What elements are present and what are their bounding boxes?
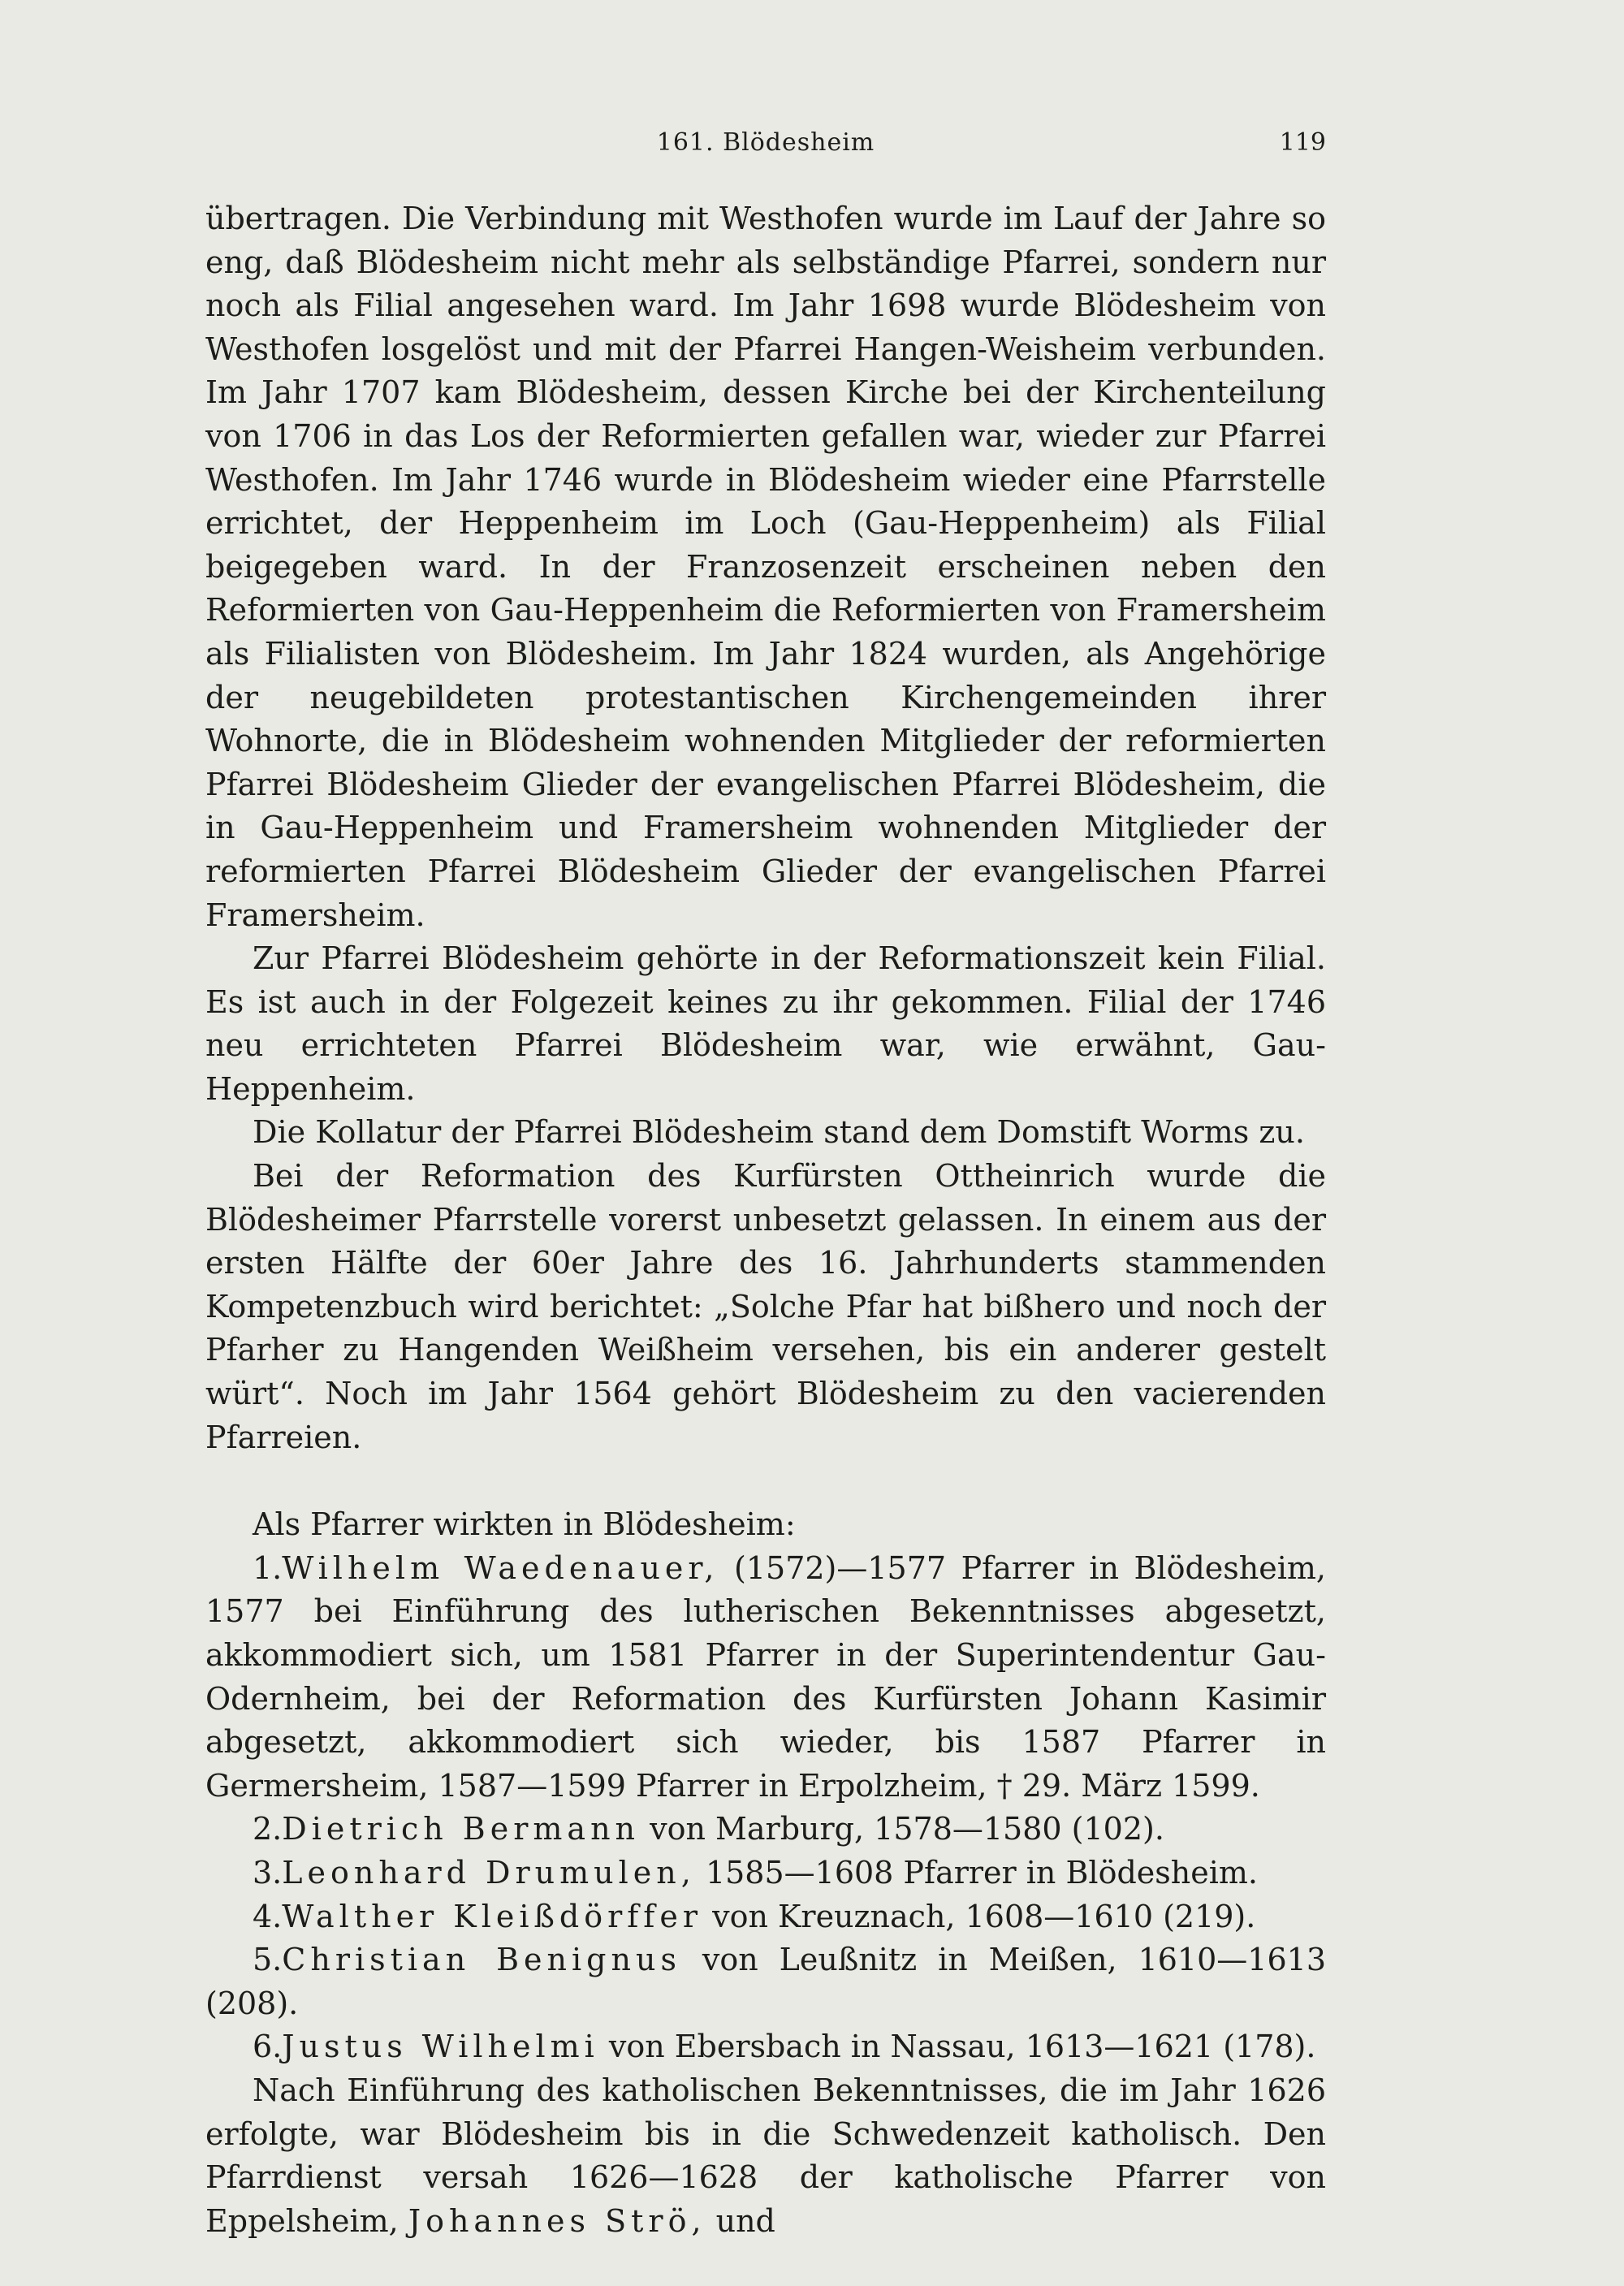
closing-name: Johannes Strö,	[408, 2202, 706, 2239]
pastor-entry	[205, 1547, 1326, 1808]
closing-text-end: und	[706, 2202, 775, 2239]
pastor-name: Wilhelm Waedenauer,	[282, 1549, 719, 1586]
paragraph-catholic	[205, 2069, 1326, 2243]
closing-text: Nach Einführung des katholischen Bekenntnisses, die im Jahr 1626 erfolgte, war Blödesheim bis in die Schwedenzeit katholisch. Den Pfarrdienst versah 1626—1628 der katholische Pfarrer von Eppelsheim,	[205, 2072, 1326, 2239]
pastor-number: 2.	[253, 1811, 283, 1847]
pastor-details: von Marburg, 1578—1580 (102).	[640, 1811, 1164, 1847]
page-header	[205, 128, 1326, 169]
running-title: 161. Blödesheim	[656, 128, 875, 157]
paragraph-reformation: Bei der Reformation des Kurfürsten Ottheinrich wurde die Blödesheimer Pfarrstelle vorerst unbesetzt gelassen. In einem aus der ersten Hälfte der 60er Jahre des 16. Jahrhunderts stammenden Kompetenzbuch wird berichtet: „Solche Pfar hat bißhero und noch der Pfarher zu Hangenden Weißheim versehen, bis ein anderer gestelt würt“. Noch im Jahr 1564 gehört Blödesheim zu den vacierenden Pfarreien.	[205, 1158, 1326, 1455]
pastors-heading: Als Pfarrer wirkten in Blödesheim:	[253, 1506, 796, 1543]
pastor-details: (1572)—1577 Pfarrer in Blödesheim, 1577 bei Einführung des lutherischen Bekenntnisses abgesetzt, akkommodiert sich, um 1581 Pfarrer in der Superintendentur Gau-Odernheim, bei der Reformation des Kurfürsten Johann Kasimir abgesetzt, akkommodiert sich wieder, bis 1587 Pfarrer in Germersheim, 1587—1599 Pfarrer in Erpolzheim, † 29. März 1599.	[205, 1549, 1327, 1804]
pastor-name: Justus Wilhelmi	[282, 2029, 599, 2065]
pastor-number: 6.	[253, 2029, 283, 2065]
section-spacer	[205, 1459, 1326, 1503]
pastor-details: von Leußnitz in Meißen, 1610—1613 (208).	[205, 1942, 1326, 2021]
paragraph-filial: Zur Pfarrei Blödesheim gehörte in der Reformationszeit kein Filial. Es ist auch in der Folgezeit keines zu ihr gekommen. Filial der 1746 neu errichteten Pfarrei Blödesheim war, wie erwähnt, Gau-Heppenheim.	[205, 940, 1326, 1107]
pastor-details: von Kreuznach, 1608—1610 (219).	[702, 1898, 1256, 1934]
pastor-entry	[205, 1938, 1326, 2025]
pastor-number: 1.	[253, 1549, 283, 1586]
pastor-number: 5.	[253, 1942, 283, 1978]
page-number: 119	[1279, 128, 1326, 157]
pastor-entry	[205, 1808, 1326, 1852]
pastor-name: Walther Kleißdörffer	[282, 1898, 703, 1934]
pastor-name: Leonhard Drumulen,	[282, 1854, 696, 1891]
pastor-name: Christian Benignus	[282, 1942, 681, 1978]
pastor-entry	[205, 1852, 1326, 1895]
paragraph-history: übertragen. Die Verbindung mit Westhofen wurde im Lauf der Jahre so eng, daß Blödesheim nicht mehr als selbständige Pfarrei, sondern nur noch als Filial angesehen ward. Im Jahr 1698 wurde Blödesheim von Westhofen losgelöst und mit der Pfarrei Hangen-Weisheim verbunden. Im Jahr 1707 kam Blödesheim, dessen Kirche bei der Kirchenteilung von 1706 in das Los der Reformierten gefallen war, wieder zur Pfarrei Westhofen. Im Jahr 1746 wurde in Blödesheim wieder eine Pfarrstelle errichtet, der Heppenheim im Loch (Gau-Heppenheim) als Filial beigegeben ward. In der Franzosenzeit erscheinen neben den Reformierten von Gau-Heppenheim die Reformierten von Framersheim als Filialisten von Blödesheim. Im Jahr 1824 wurden, als Angehörige der neugebildeten protestantischen Kirchengemeinden ihrer Wohnorte, die in Blödesheim wohnenden Mitglieder der reformierten Pfarrei Blödesheim Glieder der evangelischen Pfarrei Blödesheim, die in Gau-Heppenheim und Framersheim wohnenden Mitglieder der reformierten Pfarrei Blödesheim Glieder der evangelischen Pfarrei Framersheim.	[205, 201, 1326, 933]
pastor-name: Dietrich Bermann	[282, 1811, 641, 1847]
pastor-number: 3.	[253, 1854, 283, 1891]
pastor-details: 1585—1608 Pfarrer in Blödesheim.	[695, 1854, 1258, 1891]
paragraph-kollatur: Die Kollatur der Pfarrei Blödesheim stand dem Domstift Worms zu.	[253, 1114, 1305, 1151]
pastor-details: von Ebersbach in Nassau, 1613—1621 (178).	[598, 2029, 1316, 2065]
page-body	[205, 197, 1326, 2243]
pastor-entry	[205, 2025, 1326, 2069]
pastor-entry	[205, 1895, 1326, 1939]
pastor-number: 4.	[253, 1898, 283, 1934]
